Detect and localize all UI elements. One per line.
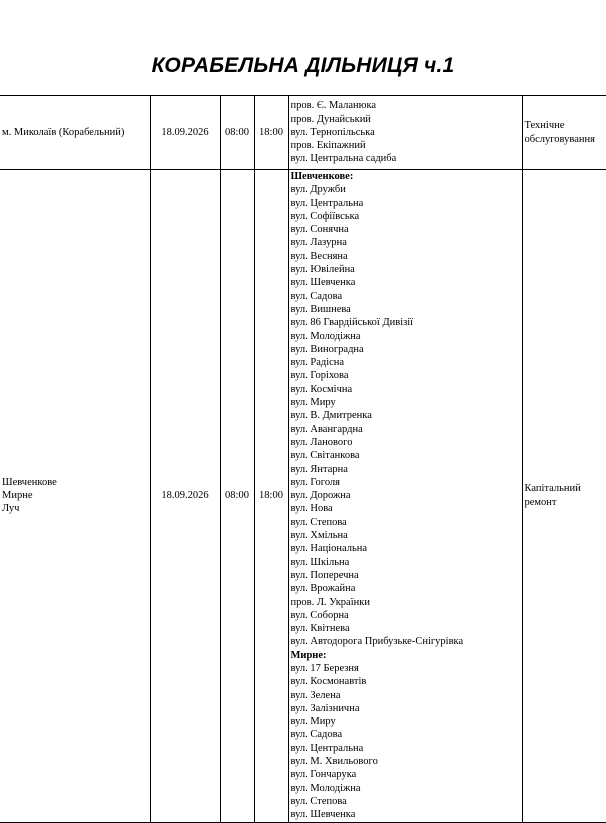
settlement-group-label: Шевченкове:: [290, 171, 354, 182]
street-item: вул. Центральна садиба: [290, 153, 397, 165]
street-item: вул. Нова: [290, 503, 333, 515]
table-row: [0, 96, 606, 170]
street-item: вул. Молодіжна: [290, 330, 361, 342]
end-time-cell: 18:00: [254, 170, 288, 823]
street-item: пров. Екіпажний: [290, 140, 366, 152]
date-cell: 18.09.2026: [150, 96, 220, 170]
outage-schedule-table: [0, 95, 606, 823]
street-item: вул. Ланового: [290, 436, 353, 448]
work-type-text: Капітальний ремонт: [524, 483, 581, 508]
street-item: вул. Гончарука: [290, 769, 357, 781]
street-item: вул. Янтарна: [290, 463, 348, 475]
street-item: вул. Квітнева: [290, 623, 350, 635]
street-item: вул. Шкільна: [290, 556, 350, 568]
street-item: вул. Горіхова: [290, 370, 349, 382]
street-item: пров. Є. Маланюка: [290, 100, 377, 112]
streets-cell: [288, 96, 522, 170]
street-item: вул. Степова: [290, 516, 347, 528]
settlement-cell: [0, 170, 150, 823]
street-item: вул. 86 Гвардійської Дивізії: [290, 317, 414, 329]
street-item: вул. Степова: [290, 795, 347, 807]
street-item: вул. Вишнева: [290, 303, 351, 315]
street-item: пров. Л. Українки: [290, 596, 370, 608]
street-item: вул. Радісна: [290, 357, 345, 369]
street-item: вул. Світанкова: [290, 450, 360, 462]
work-type-cell: [522, 170, 606, 823]
street-item: вул. Автодорога Прибузьке-Снігурівка: [290, 636, 464, 648]
start-time-cell: 08:00: [220, 96, 254, 170]
street-item: вул. Тернопільська: [290, 126, 375, 138]
end-time-cell: 18:00: [254, 96, 288, 170]
street-item: вул. Шевченка: [290, 809, 356, 821]
street-item: вул. Хмільна: [290, 530, 348, 542]
street-item: вул. Миру: [290, 716, 336, 728]
street-item: вул. Авангардна: [290, 423, 363, 435]
street-item: вул. Софіївська: [290, 210, 360, 222]
work-type-cell: [522, 96, 606, 170]
settlement-name: Мирне: [2, 490, 33, 502]
street-item: пров. Дунайський: [290, 113, 371, 125]
street-item: вул. Дорожна: [290, 490, 351, 502]
street-item: вул. Ювілейна: [290, 264, 355, 276]
street-item: вул. В. Дмитренка: [290, 410, 372, 422]
street-item: вул. Космічна: [290, 383, 353, 395]
street-item: вул. Шевченка: [290, 277, 356, 289]
street-item: вул. Зелена: [290, 689, 341, 701]
street-item: вул. Поперечна: [290, 569, 359, 581]
street-item: вул. Садова: [290, 729, 343, 741]
street-item: вул. Сонячна: [290, 224, 349, 236]
street-item: вул. 17 Березня: [290, 662, 359, 674]
street-item: вул. Виноградна: [290, 343, 364, 355]
street-item: вул. Залізнична: [290, 702, 360, 714]
settlement-cell: [0, 96, 150, 170]
street-item: вул. Молодіжна: [290, 782, 361, 794]
street-item: вул. Гоголя: [290, 476, 341, 488]
street-item: вул. Центральна: [290, 197, 364, 209]
street-item: вул. Національна: [290, 543, 368, 555]
settlement-name: Шевченкове: [2, 476, 57, 488]
street-item: вул. Весняна: [290, 250, 348, 262]
table-row: [0, 170, 606, 823]
settlement-group-label: Мирне:: [290, 649, 327, 661]
settlement-name: Луч: [2, 503, 20, 515]
street-item: вул. Садова: [290, 290, 343, 302]
street-item: вул. Космонавтів: [290, 676, 367, 688]
street-item: вул. Лазурна: [290, 237, 347, 249]
schedule-body: [0, 96, 606, 823]
street-item: вул. Врожайна: [290, 583, 356, 595]
work-type-text: Технічне обслуговування: [524, 120, 595, 145]
date-cell: 18.09.2026: [150, 170, 220, 823]
street-item: вул. Соборна: [290, 609, 349, 621]
street-item: вул. Центральна: [290, 742, 364, 754]
streets-cell: [288, 170, 522, 823]
street-item: вул. Дружби: [290, 184, 346, 196]
start-time-cell: 08:00: [220, 170, 254, 823]
street-item: вул. Миру: [290, 397, 336, 409]
page-title: КОРАБЕЛЬНА ДІЛЬНИЦЯ ч.1: [151, 54, 455, 77]
street-item: вул. М. Хвильового: [290, 756, 378, 768]
settlement-name: м. Миколаїв (Корабельний): [2, 126, 125, 138]
